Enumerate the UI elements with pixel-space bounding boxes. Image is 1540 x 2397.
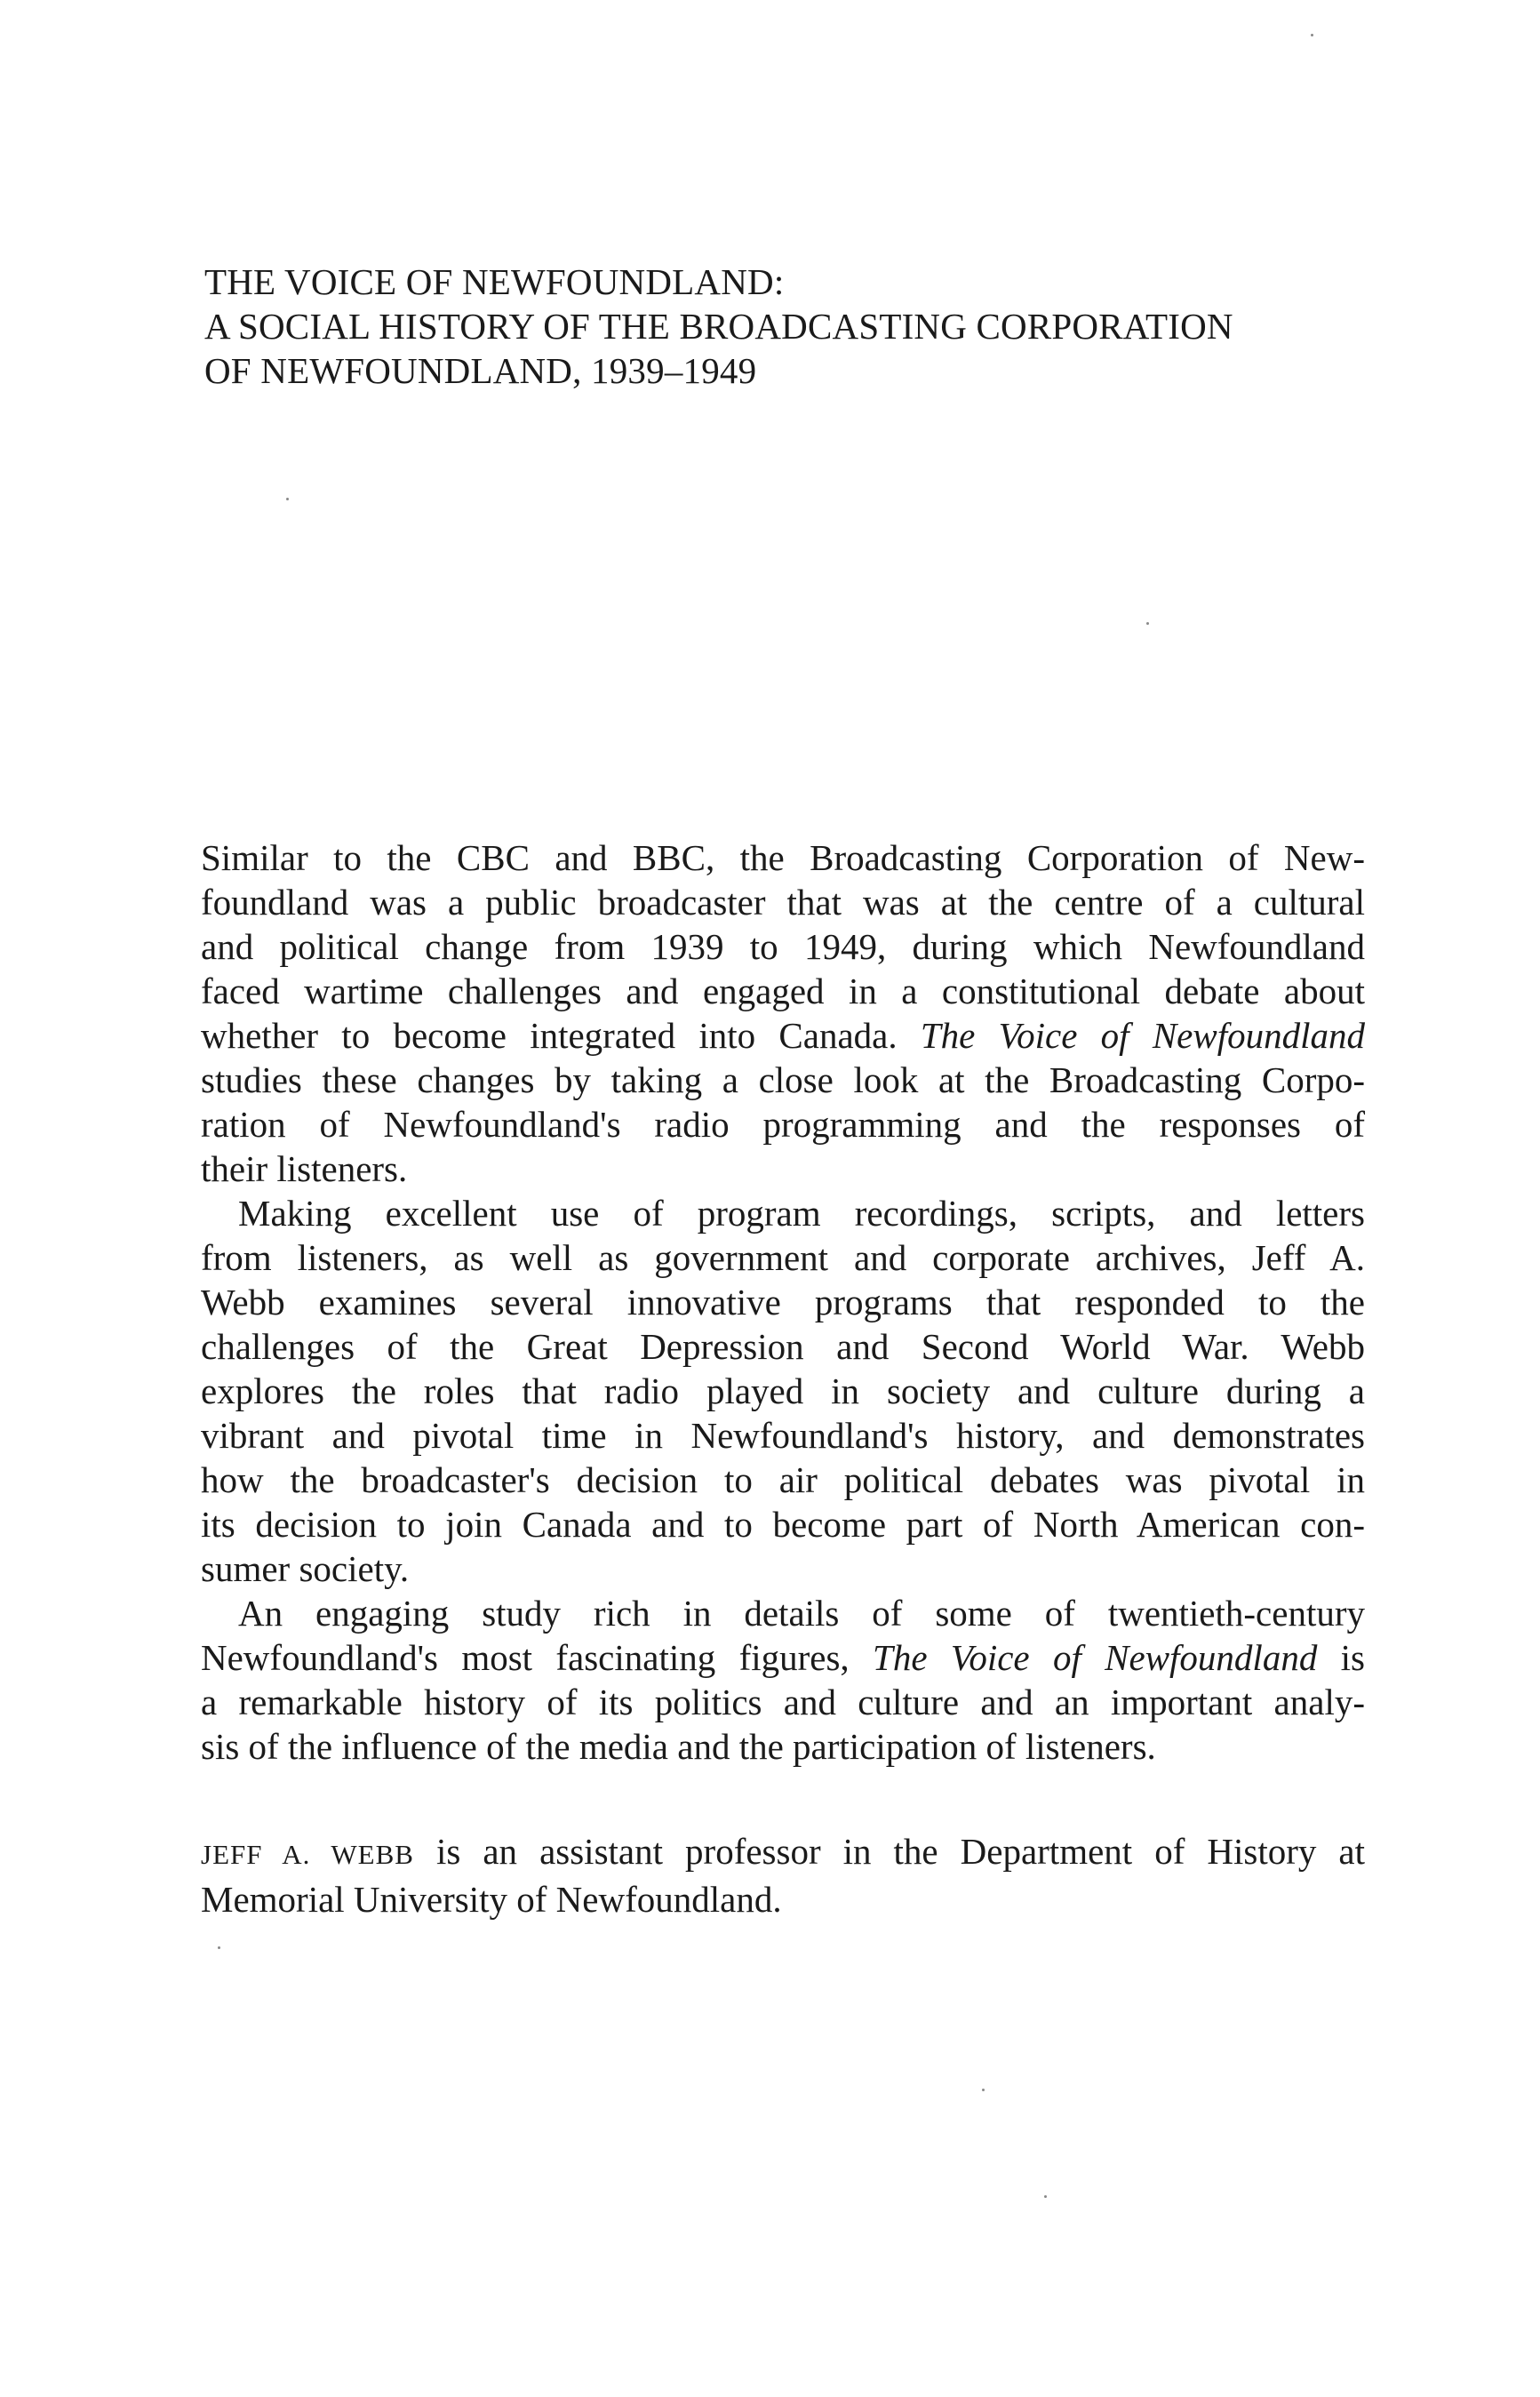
text-line [201,1635,1365,1680]
description-paragraph-3 [201,1591,1365,1769]
paper-speck [218,1946,220,1949]
text-line: Webb examines several innovative programs that responded to the [201,1282,1365,1322]
title-line-2: A SOCIAL HISTORY OF THE BROADCASTING CORPORATION [204,306,1233,347]
paper-speck [1311,34,1313,36]
paper-speck [286,498,289,500]
text-line [201,1829,1365,1877]
author-bio [201,1829,1365,1922]
book-title-italic: The Voice of Newfoundland [873,1637,1318,1678]
text-line: faced wartime challenges and engaged in a constitutional debate about [201,971,1365,1011]
text-line: An engaging study rich in details of some of twentieth-century [238,1593,1365,1634]
paper-speck [982,2089,985,2091]
text-segment: is an assistant professor in the Department of History at [435,1831,1365,1872]
paper-speck [1044,2195,1047,2198]
text-line: Similar to the CBC and BBC, the Broadcasting Corporation of New- [201,837,1365,878]
text-line: Memorial University of Newfoundland. [201,1879,782,1920]
description-paragraph-1 [201,835,1365,1191]
text-line: sis of the influence of the media and the participation of listeners. [201,1726,1156,1767]
book-title-italic: The Voice of Newfoundland [920,1015,1365,1056]
text-line: foundland was a public broadcaster that was at the centre of a cultural [201,882,1365,923]
text-line: how the broadcaster's decision to air political debates was pivotal in [201,1459,1365,1500]
text-line: challenges of the Great Depression and Second World War. Webb [201,1326,1365,1367]
text-segment: whether to become integrated into Canada. [201,1015,898,1056]
text-line: ration of Newfoundland's radio programming and the responses of [201,1104,1365,1145]
title-line-3: OF NEWFOUNDLAND, 1939–1949 [204,350,757,391]
text-line: from listeners, as well as government and corporate archives, Jeff A. [201,1237,1365,1278]
book-title [204,260,1360,393]
text-line: Making excellent use of program recordings, scripts, and letters [238,1193,1365,1234]
description-paragraph-2 [201,1191,1365,1591]
book-description [201,835,1365,1769]
text-line: vibrant and pivotal time in Newfoundland's history, and demonstrates [201,1415,1365,1456]
text-line: studies these changes by taking a close look at the Broadcasting Corpo- [201,1059,1365,1100]
title-line-1: THE VOICE OF NEWFOUNDLAND: [204,261,785,302]
paper-speck [1146,622,1149,625]
text-segment: Newfoundland's most fascinating figures, [201,1637,850,1678]
text-line: and political change from 1939 to 1949, during which Newfoundland [201,926,1365,967]
text-line [201,1013,1365,1058]
author-name: JEFF A. WEBB [201,1839,414,1870]
text-line: sumer society. [201,1548,410,1589]
author-bio-paragraph [201,1829,1365,1922]
text-line: its decision to join Canada and to become part of North American con- [201,1504,1365,1545]
text-line: a remarkable history of its politics and culture and an important analy- [201,1682,1365,1722]
text-line: their listeners. [201,1148,408,1189]
text-line: explores the roles that radio played in society and culture during a [201,1370,1365,1411]
text-segment: is [1340,1637,1366,1678]
